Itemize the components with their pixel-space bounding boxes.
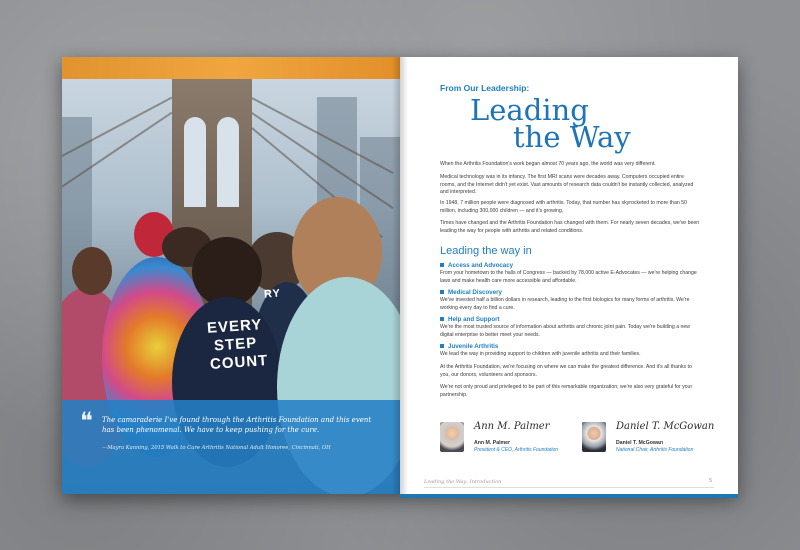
title-line: the Way xyxy=(513,120,631,154)
item-text: We're the most trusted source of information about arthritis and chronic joint pain. Today we're building a new digital enterprise to better meet your needs. xyxy=(440,324,691,338)
item-title: Help and Support xyxy=(448,316,500,323)
bullet-icon xyxy=(440,263,444,267)
section-heading: Leading the way in xyxy=(440,245,532,257)
list-item xyxy=(440,316,702,339)
quote-attribution: —Mayra Kanning, 2015 Walk to Cure Arthritis National Adult Honoree, Cincinnati, OH xyxy=(102,445,331,451)
running-footer: Leading the Way: Introduction xyxy=(424,479,502,485)
intro-paragraph: When the Arthritis Foundation's work began almost 70 years ago, the world was very different. xyxy=(440,161,656,167)
list-item xyxy=(440,343,702,359)
list-item xyxy=(440,262,702,285)
page-title xyxy=(470,93,720,154)
list-item xyxy=(440,289,702,312)
signature: Ann M. Palmer xyxy=(474,421,550,432)
item-title: Medical Discovery xyxy=(448,289,502,296)
brochure-spread xyxy=(62,57,738,494)
signer-name: Ann M. Palmer xyxy=(474,440,511,446)
item-title: Juvenile Arthritis xyxy=(448,343,499,350)
right-page-text xyxy=(400,57,738,494)
signer-title: National Chair, Arthritis Foundation xyxy=(616,447,694,453)
footer-rule xyxy=(424,487,714,488)
signer-name: Daniel T. McGowan xyxy=(616,440,663,446)
body-paragraph: Times have changed and the Arthritis Foundation has changed with them. For nearly seven decades, we've been leading the way for people with arthritis and related conditions. xyxy=(440,220,700,234)
item-text: From your hometown to the halls of Congress — backed by 78,000 active E-Advocates — we're helping change laws and make health care more accessible and affordable. xyxy=(440,270,697,284)
item-text: We've invested half a billion dollars in research, leading to the first biologics for many forms of arthritis. We're working every day to find a cure. xyxy=(440,297,690,311)
bridge-arch xyxy=(184,117,206,207)
closing-paragraph: We're not only proud and privileged to be part of this remarkable organization; we're also very grateful for your partnership. xyxy=(440,384,693,398)
bullet-icon xyxy=(440,290,444,294)
title-line: Leading xyxy=(470,93,589,127)
closing-paragraph: At the Arthritis Foundation, we're focusing on where we can make the greatest difference. And it's all thanks to you, our donors, volunteers and sponsors. xyxy=(440,364,692,378)
bullet-icon xyxy=(440,317,444,321)
page-number: 5 xyxy=(709,478,713,484)
left-page-photo xyxy=(62,57,400,494)
body-paragraph: In 1948, 7 million people were diagnosed with arthritis. Today, that number has skyrocketed to more than 50 million, including 300,000 children — and it's growing. xyxy=(440,200,687,214)
walker-head xyxy=(72,247,112,295)
shirt-text-partial: RY xyxy=(263,287,282,301)
item-title: Access and Advocacy xyxy=(448,262,514,269)
bullet-icon xyxy=(440,344,444,348)
orange-header-band xyxy=(62,57,400,79)
item-text: We lead the way in providing support to children with juvenile arthritis and their families. xyxy=(440,351,641,357)
kicker-heading: From Our Leadership: xyxy=(440,83,530,93)
body-paragraph: Medical technology was in its infancy. The first MRI scans were decades away. Computers occupied entire rooms, and the Internet didn't yet exist. Vast amounts of research data couldn't be instantly collected, analyzed and interpreted. xyxy=(440,174,694,196)
signer-title: President & CEO, Arthritis Foundation xyxy=(474,447,559,453)
blue-edge-strip xyxy=(400,494,738,498)
bridge-arch xyxy=(217,117,239,207)
shirt-text-line: STEP xyxy=(213,334,258,355)
avatar-ann-palmer xyxy=(440,422,464,452)
quote-mark-icon: ❝ xyxy=(80,407,93,435)
pull-quote: The camaraderie I've found through the Arthritis Foundation and this event has been phenomenal. We have to keep pushing for the cure. xyxy=(102,416,372,435)
avatar-daniel-mcgowan xyxy=(582,422,606,452)
shirt-text-line: EVERY xyxy=(206,316,263,337)
shirt-text-line: COUNT xyxy=(209,351,269,374)
signature: Daniel T. McGowan xyxy=(616,421,715,432)
